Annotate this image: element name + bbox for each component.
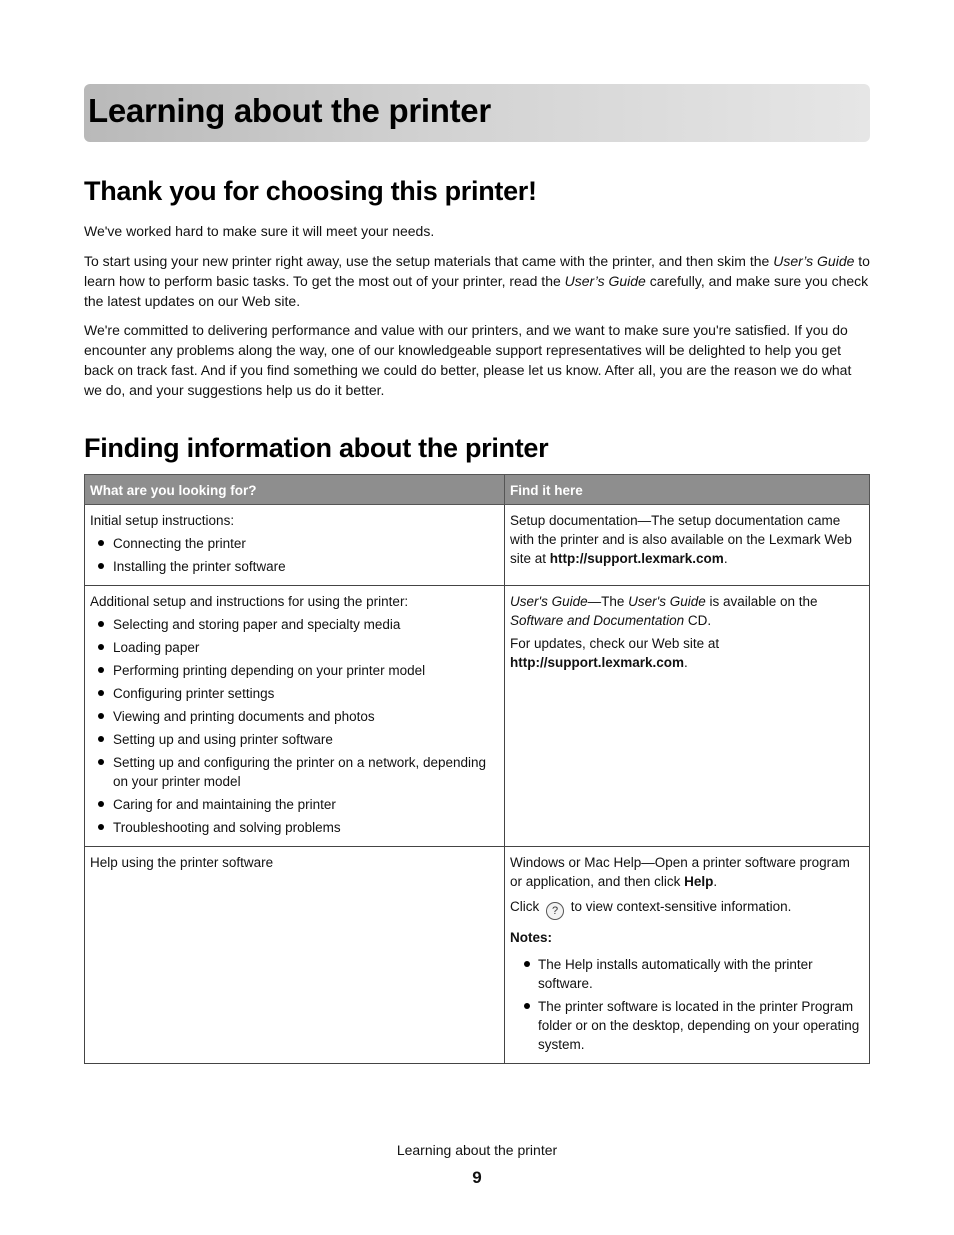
updates-text: For updates, check our Web site at http://support.lexmark.com. — [510, 636, 720, 670]
users-guide-text: User's Guide—The User's Guide is available on the Software and Documentation CD. — [510, 594, 818, 628]
list-item: Caring for and maintaining the printer — [90, 795, 499, 814]
column-header-find-it-here: Find it here — [505, 475, 870, 505]
table-header-row — [85, 475, 870, 505]
topic-list — [90, 615, 499, 837]
source-cell — [505, 586, 870, 847]
topic-list — [90, 534, 499, 576]
topic-cell — [85, 586, 505, 847]
list-item: Performing printing depending on your printer model — [90, 661, 499, 680]
source-cell — [505, 505, 870, 586]
topic-intro: Additional setup and instructions for using the printer: — [90, 594, 409, 609]
chapter-title: Learning about the printer — [88, 92, 491, 129]
chapter-banner — [84, 84, 870, 142]
context-help-text: Click ? to view context-sensitive information. — [510, 897, 864, 920]
users-guide-title: User’s Guide — [773, 253, 855, 269]
list-item: Connecting the printer — [90, 534, 499, 553]
list-item: Loading paper — [90, 638, 499, 657]
list-item: Troubleshooting and solving problems — [90, 818, 499, 837]
list-item: The Help installs automatically with the printer software. — [510, 955, 864, 993]
list-item: Configuring printer settings — [90, 684, 499, 703]
table-row — [85, 847, 870, 1064]
users-guide-title: User’s Guide — [564, 273, 646, 289]
topic-intro: Initial setup instructions: — [90, 513, 235, 528]
table-row — [85, 586, 870, 847]
table-row — [85, 505, 870, 586]
help-text: Windows or Mac Help—Open a printer software program or application, and then click Help. — [510, 855, 850, 889]
source-cell — [505, 847, 870, 1064]
column-header-looking-for: What are you looking for? — [85, 475, 505, 505]
list-item: Setting up and using printer software — [90, 730, 499, 749]
info-table — [84, 474, 870, 1064]
commitment-paragraph: We're committed to delivering performance and value with our printers, and we want to make sure you're satisfied. If you do encounter any problems along the way, one of our knowledgeable support representatives will be delighted to help you get back on track fast. And if you find something we could do better, please let us know. After all, you are the reason we do what we do, and your suggestions help us do it better. — [84, 322, 852, 398]
support-link[interactable]: http://support.lexmark.com — [510, 655, 685, 670]
list-item: Viewing and printing documents and photos — [90, 707, 499, 726]
topic-cell — [85, 505, 505, 586]
getting-started-paragraph: To start using your new printer right away, use the setup materials that came with the printer, and then skim the User’s Guide to learn how to perform basic tasks. To get the most out of your printer, read the User’s Guide carefully, and make sure you check the latest updates on our Web site. — [84, 253, 870, 309]
help-menu-label: Help — [684, 874, 714, 889]
notes-label: Notes: — [510, 930, 553, 945]
list-item: Installing the printer software — [90, 557, 499, 576]
footer-chapter-title: Learning about the printer — [396, 1142, 558, 1158]
page-number: 9 — [472, 1168, 482, 1187]
list-item: The printer software is located in the printer Program folder or on the desktop, depending on your operating system. — [510, 997, 864, 1054]
section-heading-finding-info: Finding information about the printer — [84, 433, 549, 463]
support-link[interactable]: http://support.lexmark.com — [549, 551, 724, 566]
help-question-icon: ? — [546, 902, 564, 920]
notes-list — [510, 955, 864, 1054]
intro-paragraph: We've worked hard to make sure it will meet your needs. — [84, 223, 435, 239]
topic-cell — [85, 847, 505, 1064]
setup-doc-text: Setup documentation—The setup documentation came with the printer and is also available on the Lexmark Web site at http://support.lexmark.com. — [510, 513, 852, 566]
topic-intro: Help using the printer software — [90, 855, 274, 870]
section-heading-thank-you: Thank you for choosing this printer! — [84, 176, 537, 206]
list-item: Selecting and storing paper and specialty media — [90, 615, 499, 634]
list-item: Setting up and configuring the printer on a network, depending on your printer model — [90, 753, 499, 791]
